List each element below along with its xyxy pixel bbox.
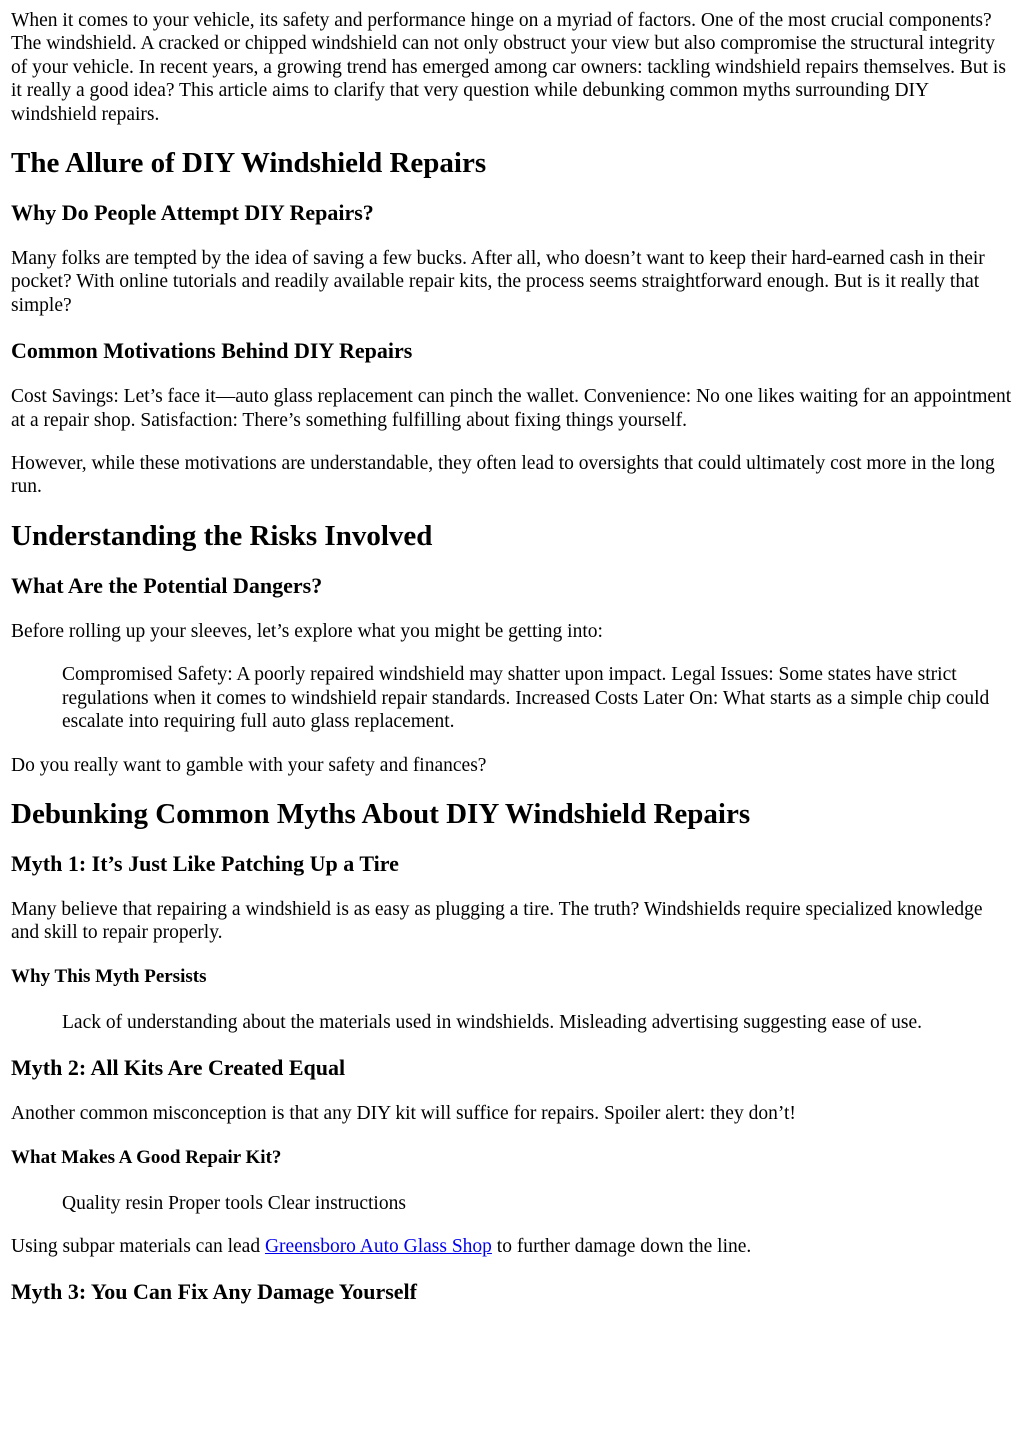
intro-paragraph: When it comes to your vehicle, its safety and performance hinge on a myriad of factors. One of the most crucial components? The windshield. A cracked or chipped windshield can not only obstruct your view but also compromise the structural integrity of your vehicle. In recent years, a growing trend has emerged among car owners: tackling windshield repairs themselves. But is it really a good idea? This article aims to clarify that very question while debunking common myths surrounding DIY windshield repairs.	[11, 10, 1006, 125]
greensboro-auto-glass-link[interactable]: Greensboro Auto Glass Shop	[264, 1235, 492, 1257]
subpar-text-after: to further damage down the line.	[491, 1235, 752, 1257]
paragraph-gamble: Do you really want to gamble with your safety and finances?	[11, 754, 487, 776]
subheading-why-diy: Why Do People Attempt DIY Repairs?	[11, 200, 374, 226]
paragraph-subpar-materials	[11, 1235, 1014, 1258]
subheading-motivations: Common Motivations Behind DIY Repairs	[11, 338, 413, 364]
section-heading-myths: Debunking Common Myths About DIY Windshield Repairs	[11, 797, 751, 830]
section-heading-allure: The Allure of DIY Windshield Repairs	[11, 147, 487, 180]
good-kit-quote: Quality resin Proper tools Clear instructions	[62, 1192, 406, 1214]
subheading-dangers: What Are the Potential Dangers?	[11, 572, 323, 598]
subpar-text-before: Using subpar materials can lead	[11, 1235, 265, 1257]
paragraph-why-diy: Many folks are tempted by the idea of saving a few bucks. After all, who doesn’t want to keep their hard-earned cash in their pocket? With online tutorials and readily available repair kits, the process seems straightforward enough. But is it really that simple?	[11, 248, 985, 316]
subheading-myth-3: Myth 3: You Can Fix Any Damage Yourself	[11, 1279, 417, 1305]
paragraph-motivations: Cost Savings: Let’s face it—auto glass replacement can pinch the wallet. Convenience: No one likes waiting for an appointment at a repair shop. Satisfaction: There’s something fulfilling about fixing things yourself.	[11, 386, 1012, 431]
paragraph-dangers: Before rolling up your sleeves, let’s explore what you might be getting into:	[11, 620, 603, 642]
paragraph-myth-2: Another common misconception is that any DIY kit will suffice for repairs. Spoiler alert: they don’t!	[11, 1103, 796, 1125]
subheading-myth-persists: Why This Myth Persists	[11, 965, 207, 987]
subheading-myth-1: Myth 1: It’s Just Like Patching Up a Tire	[11, 850, 399, 876]
myth-persists-quote: Lack of understanding about the materials used in windshields. Misleading advertising suggesting ease of use.	[62, 1011, 922, 1033]
paragraph-motivations-caveat: However, while these motivations are understandable, they often lead to oversights that could ultimately cost more in the long run.	[11, 453, 995, 498]
section-heading-risks: Understanding the Risks Involved	[11, 519, 433, 552]
subheading-good-kit: What Makes A Good Repair Kit?	[11, 1146, 282, 1168]
paragraph-myth-1: Many believe that repairing a windshield is as easy as plugging a tire. The truth? Windshields require specialized knowledge and skill to repair properly.	[11, 898, 983, 944]
dangers-quote: Compromised Safety: A poorly repaired windshield may shatter upon impact. Legal Issues: Some states have strict regulations when it comes to windshield repair standards. Increased Costs Later On: What starts as a simple chip could escalate into requiring full auto glass replacement.	[62, 664, 990, 733]
subheading-myth-2: Myth 2: All Kits Are Created Equal	[11, 1055, 346, 1081]
